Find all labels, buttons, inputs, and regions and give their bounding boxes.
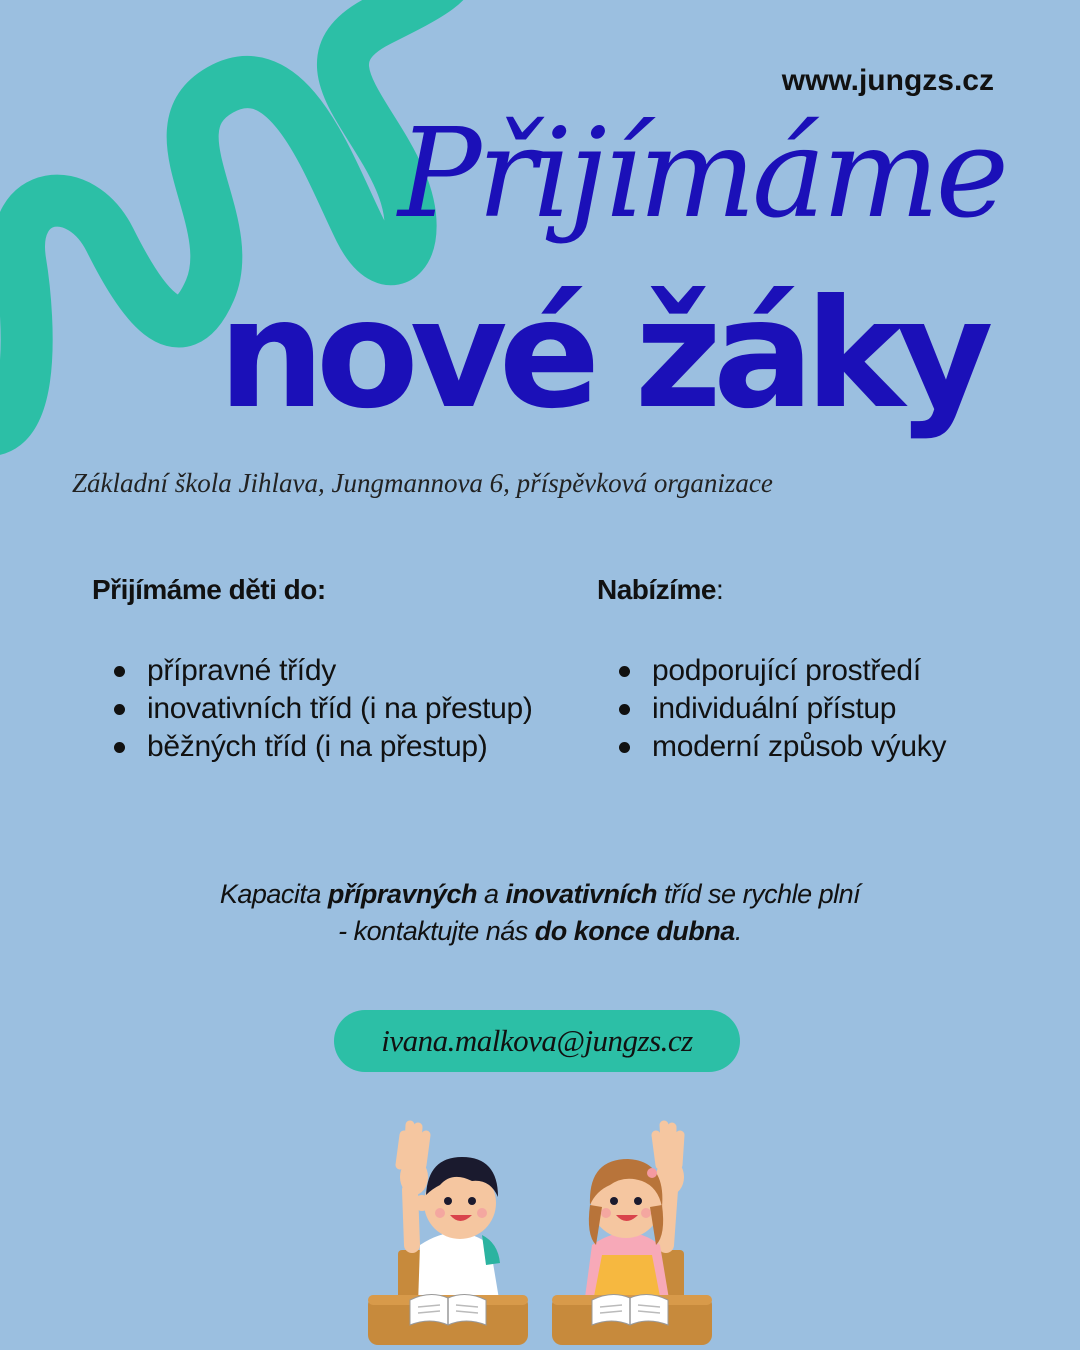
list-item: inovativních tříd (i na přestup) — [92, 690, 533, 728]
headline-primary: Přijímáme — [398, 102, 1005, 246]
list-item: podporující prostředí — [597, 652, 946, 690]
offer-title-colon: : — [715, 574, 724, 605]
boy-figure — [368, 1125, 528, 1345]
note-emphasis: inovativních — [505, 879, 658, 909]
email-address: ivana.malkova@jungzs.cz — [381, 1023, 693, 1058]
list-item: individuální přístup — [597, 690, 946, 728]
note-emphasis: do konce dubna — [534, 916, 735, 946]
school-name: Základní škola Jihlava, Jungmannova 6, příspěvková organizace — [72, 468, 773, 498]
admission-list — [92, 652, 533, 766]
list-item: moderní způsob výuky — [597, 728, 946, 766]
capacity-note-line1 — [0, 876, 1080, 913]
note-text: a — [476, 879, 506, 909]
offer-column — [597, 574, 946, 766]
note-text: . — [734, 916, 742, 946]
admission-column — [92, 574, 533, 766]
girl-figure — [552, 1125, 712, 1345]
note-text: tříd se rychle plní — [657, 879, 861, 909]
offer-title-text: Nabízíme — [597, 574, 716, 605]
children-illustration — [340, 1095, 740, 1350]
email-button[interactable] — [334, 1010, 740, 1072]
offer-title — [597, 574, 946, 606]
headline-secondary: nové žáky — [218, 268, 985, 442]
capacity-note — [0, 876, 1080, 950]
offer-list — [597, 652, 946, 766]
list-item: běžných tříd (i na přestup) — [92, 728, 533, 766]
admission-title: Přijímáme děti do: — [92, 574, 326, 605]
website-link[interactable]: www.jungzs.cz — [781, 64, 994, 97]
note-text: Kapacita — [219, 879, 328, 909]
list-item: přípravné třídy — [92, 652, 533, 690]
capacity-note-line2 — [0, 913, 1080, 950]
note-emphasis: přípravných — [327, 879, 477, 909]
note-text: - kontaktujte nás — [338, 916, 535, 946]
